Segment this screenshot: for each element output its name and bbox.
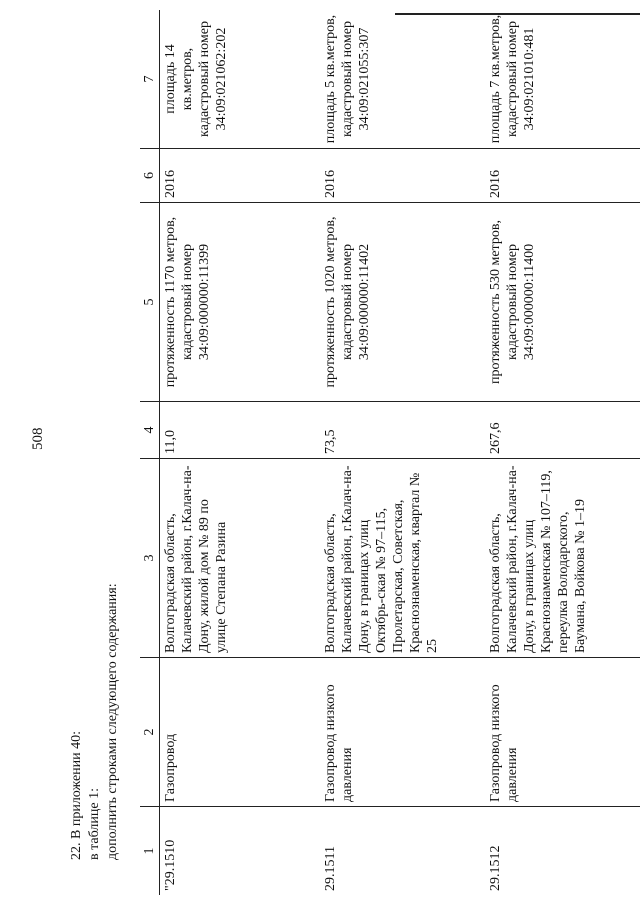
object-area: площадь 5 кв.метров, кадастровый номер 34:09:021055:307 bbox=[320, 10, 485, 149]
header-col-5: 5 bbox=[140, 203, 160, 402]
object-area: площадь 14 кв.метров, кадастровый номер 34:09:021062:202 bbox=[160, 10, 320, 149]
intro-line-2: в таблице 1: bbox=[87, 788, 102, 860]
header-col-6: 6 bbox=[140, 149, 160, 203]
header-col-4: 4 bbox=[140, 402, 160, 459]
object-year: 2016 bbox=[485, 149, 640, 203]
row-number: "29.1510 bbox=[163, 839, 178, 891]
object-year: 2016 bbox=[320, 149, 485, 203]
objects-table bbox=[140, 10, 640, 895]
header-col-2: 2 bbox=[140, 658, 160, 807]
page-number: 508 bbox=[30, 427, 46, 450]
object-value: 267,6 bbox=[485, 402, 640, 459]
object-year: 2016 bbox=[160, 149, 320, 203]
object-length: протяженность 1020 метров, кадастровый номер 34:09:000000:11402 bbox=[320, 203, 485, 402]
row-number: 29.1512 bbox=[487, 845, 503, 891]
object-area: площадь 7 кв.метров, кадастровый номер 34:09:021010:481 bbox=[485, 10, 640, 149]
object-address: Волгоградская область, Калачевский район, г.Калач-на-Дону, жилой дом № 89 по улице Степана Разина bbox=[160, 459, 320, 658]
header-col-1: 1 bbox=[140, 807, 160, 896]
table-row bbox=[485, 10, 640, 895]
table-header-row bbox=[140, 10, 160, 895]
object-address: Волгоградская область, Калачевский район, г.Калач-на-Дону, в границах улиц Октябрь-ская № 97–115, Пролетарская, Советская, Краснознаменская, квартал № 25 bbox=[320, 459, 485, 658]
intro-line-1: 22. В приложении 40: bbox=[69, 730, 84, 860]
table-row bbox=[160, 10, 320, 895]
table-row bbox=[320, 10, 485, 895]
object-value: 11,0 bbox=[160, 402, 320, 459]
header-col-3: 3 bbox=[140, 459, 160, 658]
object-name: Газопровод низкого давления bbox=[485, 658, 640, 807]
object-value: 73,5 bbox=[320, 402, 485, 459]
object-name: Газопровод bbox=[160, 658, 320, 807]
intro-line-3: дополнить строками следующего содержания: bbox=[105, 583, 120, 860]
header-col-7: 7 bbox=[140, 10, 160, 149]
object-length: протяженность 530 метров, кадастровый номер 34:09:000000:11400 bbox=[485, 203, 640, 402]
object-address: Волгоградская область, Калачевский район, г.Калач-на-Дону, в границах улиц Краснознаменская № 107–119, переулка Володарского, Баумана, Войкова № 1–19 bbox=[485, 459, 640, 658]
row-number: 29.1511 bbox=[322, 846, 338, 891]
object-name: Газопровод низкого давления bbox=[320, 658, 485, 807]
object-length: протяженность 1170 метров, кадастровый номер 34:09:000000:11399 bbox=[160, 203, 320, 402]
